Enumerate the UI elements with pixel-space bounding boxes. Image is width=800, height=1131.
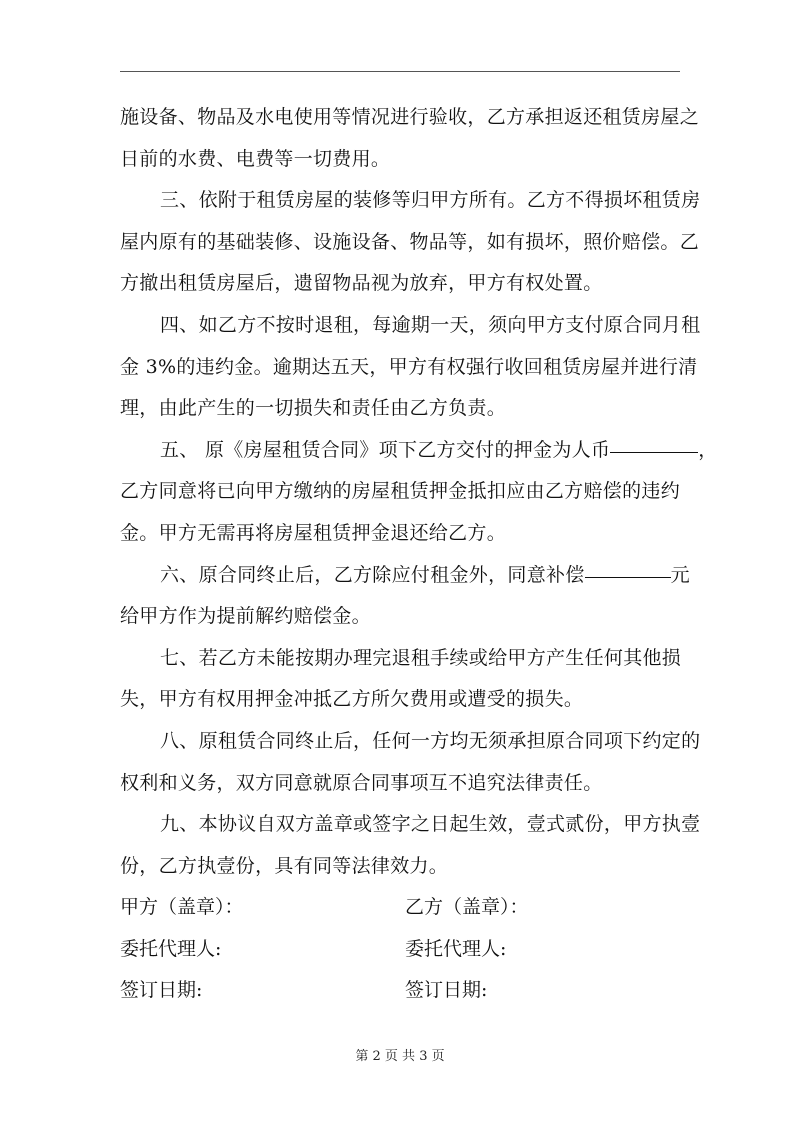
text-line: 屋内原有的基础装修、设施设备、物品等，如有损坏，照价赔偿。乙 — [120, 230, 700, 253]
clause-4 — [120, 305, 701, 430]
clause-3 — [120, 180, 701, 305]
clause-5-text: 五、 原《房屋租赁合同》项下乙方交付的押金为人币 — [160, 438, 611, 461]
clause-6-text: 六、原合同终止后，乙方除应付租金外，同意补偿 — [160, 563, 585, 586]
text-line: 八、原租赁合同终止后，任何一方均无须承担原合同项下约定的 — [160, 729, 701, 752]
text-line: 方撤出租赁房屋后，遗留物品视为放弃，甲方有权处置。 — [120, 272, 603, 295]
page-number-footer: 第 2 页 共 3 页 — [355, 1049, 445, 1064]
document-body — [120, 97, 718, 1012]
clause-6 — [120, 555, 690, 638]
text-line: 给甲方作为提前解约赔偿金。 — [120, 605, 371, 628]
text-line — [120, 555, 690, 597]
party-a-seal-label: 甲方（盖章）： — [120, 896, 244, 919]
clause-8 — [120, 721, 701, 804]
text-line — [120, 430, 718, 472]
text-line: 七、若乙方未能按期办理完退租手续或给甲方产生任何其他损 — [160, 646, 682, 669]
paragraph-continuation — [120, 97, 700, 180]
party-b-agent-label: 委托代理人: — [405, 937, 507, 960]
text-line: 金 3%的违约金。逾期达五天，甲方有权强行收回租赁房屋并进行清 — [120, 355, 698, 378]
clause-5-comma: ， — [698, 438, 718, 461]
text-line: 日前的水费、电费等一切费用。 — [120, 147, 391, 170]
signature-row-seal — [120, 887, 680, 929]
clause-7 — [120, 638, 680, 721]
deposit-amount-blank — [610, 451, 698, 453]
compensation-amount-blank — [585, 576, 671, 578]
party-a-date-label: 签订日期: — [120, 979, 203, 1002]
clause-9 — [120, 804, 701, 887]
party-a-agent-label: 委托代理人: — [120, 937, 222, 960]
party-b-seal-label: 乙方（盖章）： — [405, 896, 529, 919]
text-line: 权利和义务，双方同意就原合同事项互不追究法律责任。 — [120, 771, 603, 794]
signature-row-date — [120, 970, 680, 1012]
text-line: 份，乙方执壹份，具有同等法律效力。 — [120, 854, 449, 877]
text-line: 施设备、物品及水电使用等情况进行验收，乙方承担返还租赁房屋之 — [120, 106, 700, 128]
text-line: 金。甲方无需再将房屋租赁押金退还给乙方。 — [120, 521, 507, 544]
signature-row-agent — [120, 929, 680, 971]
text-line: 四、如乙方不按时退租，每逾期一天，须向甲方支付原合同月租 — [160, 313, 701, 336]
text-line: 三、依附于租赁房屋的装修等归甲方所有。乙方不得损坏租赁房 — [160, 189, 701, 212]
text-line: 九、本协议自双方盖章或签字之日起生效，壹式贰份，甲方执壹 — [160, 813, 701, 836]
clause-6-unit: 元 — [670, 563, 690, 586]
clause-5 — [120, 430, 718, 555]
header-rule — [120, 71, 680, 72]
text-line: 乙方同意将已向甲方缴纳的房屋租赁押金抵扣应由乙方赔偿的违约 — [120, 480, 680, 503]
text-line: 失，甲方有权用押金冲抵乙方所欠费用或遭受的损失。 — [120, 688, 584, 711]
text-line: 理，由此产生的一切损失和责任由乙方负责。 — [120, 397, 507, 420]
party-b-date-label: 签订日期: — [405, 979, 488, 1002]
